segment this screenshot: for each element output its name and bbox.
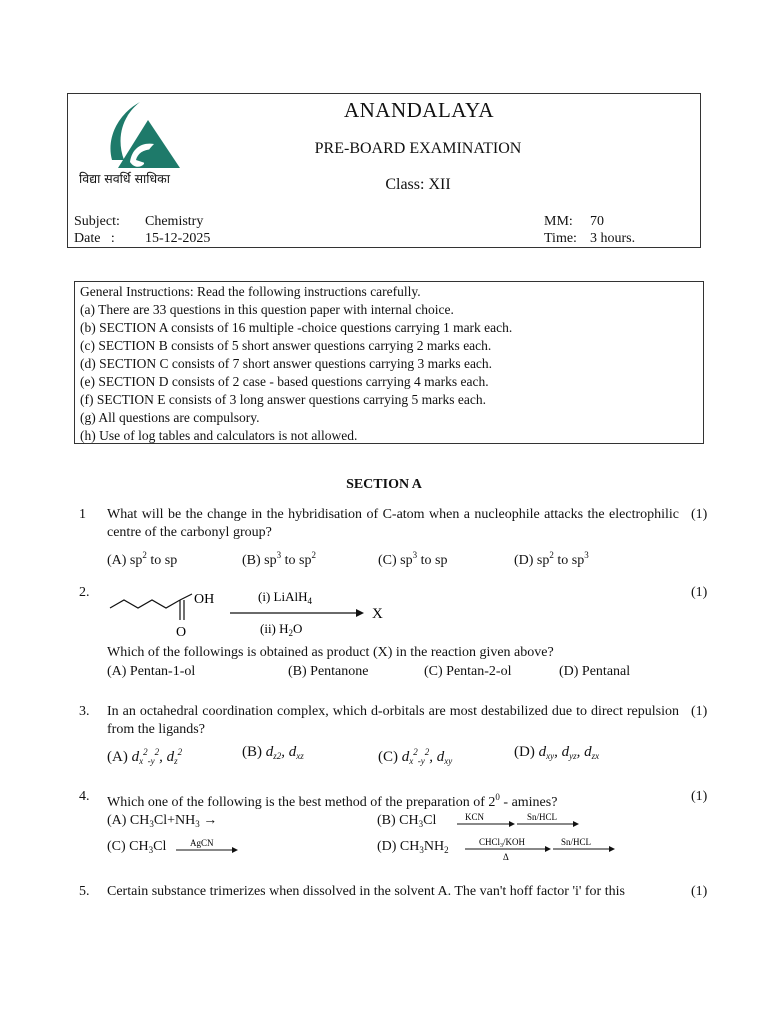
product-x: X: [372, 606, 383, 622]
subject-value: Chemistry: [145, 214, 204, 229]
date-line: [74, 230, 210, 247]
options: [107, 663, 697, 683]
option-a: (A) Pentan-1-ol: [107, 664, 196, 679]
reagent-agcn: AgCN: [190, 838, 214, 848]
instruction-line: (b) SECTION A consists of 16 multiple -choice questions carrying 1 mark each.: [80, 320, 513, 335]
question-marks: (1): [691, 884, 708, 899]
time-label: Time:: [544, 231, 577, 246]
reagent-chcl3-koh: CHCl$_3$/KOH: [479, 837, 526, 849]
question-text: In an octahedral coordination complex, which d-orbitals are most destabilized due to direct repulsion from the ligands?: [107, 704, 679, 737]
pentanoic-acid-chain: [110, 600, 180, 608]
options-row-1: [107, 812, 697, 832]
date-label: Date :: [74, 231, 115, 246]
option-c: (C) $CH_3Cl$: [107, 839, 167, 855]
reagent-heat: Δ: [503, 852, 509, 862]
option-a: (A) $CH_3Cl+NH_3$ →: [107, 813, 218, 829]
question-number: 2.: [79, 585, 90, 600]
option-b: (B) $CH_3Cl$: [377, 813, 437, 829]
section-title: SECTION A: [346, 477, 422, 492]
school-name: ANANDALAYA: [343, 98, 495, 122]
general-instructions: [74, 281, 704, 444]
reagent-1: (i) LiAlH$_4$: [258, 589, 312, 606]
option-c: (C) $d_x^2_{-y}^2$, $d_{xy}$: [378, 747, 453, 766]
max-marks-line: [544, 213, 604, 230]
question-number: 5.: [79, 884, 90, 899]
option-d: (D) Pentanal: [559, 664, 631, 679]
question-text: Which one of the following is the best method of the preparation of $2^0$ - amines?: [107, 792, 558, 810]
options: [107, 546, 697, 566]
instruction-line: (f) SECTION E consists of 3 long answer questions carrying 5 marks each.: [80, 392, 487, 407]
question-marks: (1): [691, 507, 708, 522]
option-d-arrows: [465, 836, 615, 862]
oh-label: OH: [194, 592, 215, 607]
question-text: Which of the followings is obtained as product (X) in the reaction given above?: [107, 645, 554, 660]
question-text: Certain substance trimerizes when dissolved in the solvent A. The van't hoff factor 'i' for this: [107, 884, 625, 899]
mm-value: 70: [590, 214, 604, 229]
option-a: (A) $d_x^2_{-y}^2$, $d_z^2$: [107, 747, 183, 766]
instruction-line: (g) All questions are compulsory.: [80, 410, 260, 425]
date-value: 15-12-2025: [145, 231, 211, 246]
option-d: (D) $sp^2$ to $sp^3$: [514, 550, 589, 568]
instruction-line: (e) SECTION D consists of 2 case - based questions carrying 4 marks each.: [80, 374, 489, 389]
option-b-arrows: [457, 812, 587, 832]
question-number: 3.: [79, 704, 90, 719]
subject-line: [74, 213, 203, 230]
option-d: (D) $CH_3NH_2$: [377, 839, 449, 855]
reagent-kcn: KCN: [465, 812, 485, 822]
option-c: (C) $sp^3$ to sp: [378, 550, 448, 568]
mm-label: MM:: [544, 214, 573, 229]
instruction-line: (c) SECTION B consists of 5 short answer questions carrying 2 marks each.: [80, 338, 492, 353]
option-b: (B) $sp^3$ to $sp^2$: [242, 550, 316, 568]
option-b: (B) $d_{z2}$, $d_{xz}$: [242, 744, 304, 761]
class-line: Class: XII: [385, 176, 451, 193]
option-d: (D) $d_{xy}$, $d_{yz}$, $d_{zx}$: [514, 744, 600, 761]
question-marks: (1): [691, 585, 708, 600]
question-marks: (1): [691, 789, 708, 804]
time-line: [544, 230, 635, 247]
question-number: 1: [79, 507, 86, 522]
school-motto: विद्या सवर्धि साधिका: [79, 171, 171, 186]
exam-header: [67, 93, 701, 248]
options-row-2: [107, 837, 697, 862]
option-a: (A) $sp^2$ to sp: [107, 550, 178, 568]
subject-label: Subject:: [74, 214, 120, 229]
reagent-2: (ii) $H_2O$: [260, 621, 303, 638]
reagent-sn-hcl: Sn/HCL: [561, 837, 592, 847]
time-value: 3 hours.: [590, 231, 636, 246]
o-label: O: [176, 625, 187, 640]
question-text: What will be the change in the hybridisation of C-atom when a nucleophile attacks the electrophilic centre of the carbonyl group?: [107, 507, 679, 540]
question-number: 4.: [79, 789, 90, 804]
instruction-line: (d) SECTION C consists of 7 short answer questions carrying 3 marks each.: [80, 356, 493, 371]
options: [107, 743, 697, 766]
question-marks: (1): [691, 704, 708, 719]
instruction-line: (a) There are 33 questions in this question paper with internal choice.: [80, 302, 454, 317]
option-c-arrow: [176, 838, 240, 858]
option-b: (B) Pentanone: [288, 664, 369, 679]
reagent-sn-hcl: Sn/HCL: [527, 812, 558, 822]
instruction-line: General Instructions: Read the following instructions carefully.: [80, 284, 421, 299]
instruction-line: (h) Use of log tables and calculators is not allowed.: [80, 428, 358, 443]
reaction-diagram: [106, 584, 406, 642]
exam-name: PRE-BOARD EXAMINATION: [314, 140, 522, 157]
option-c: (C) Pentan-2-ol: [424, 664, 512, 679]
